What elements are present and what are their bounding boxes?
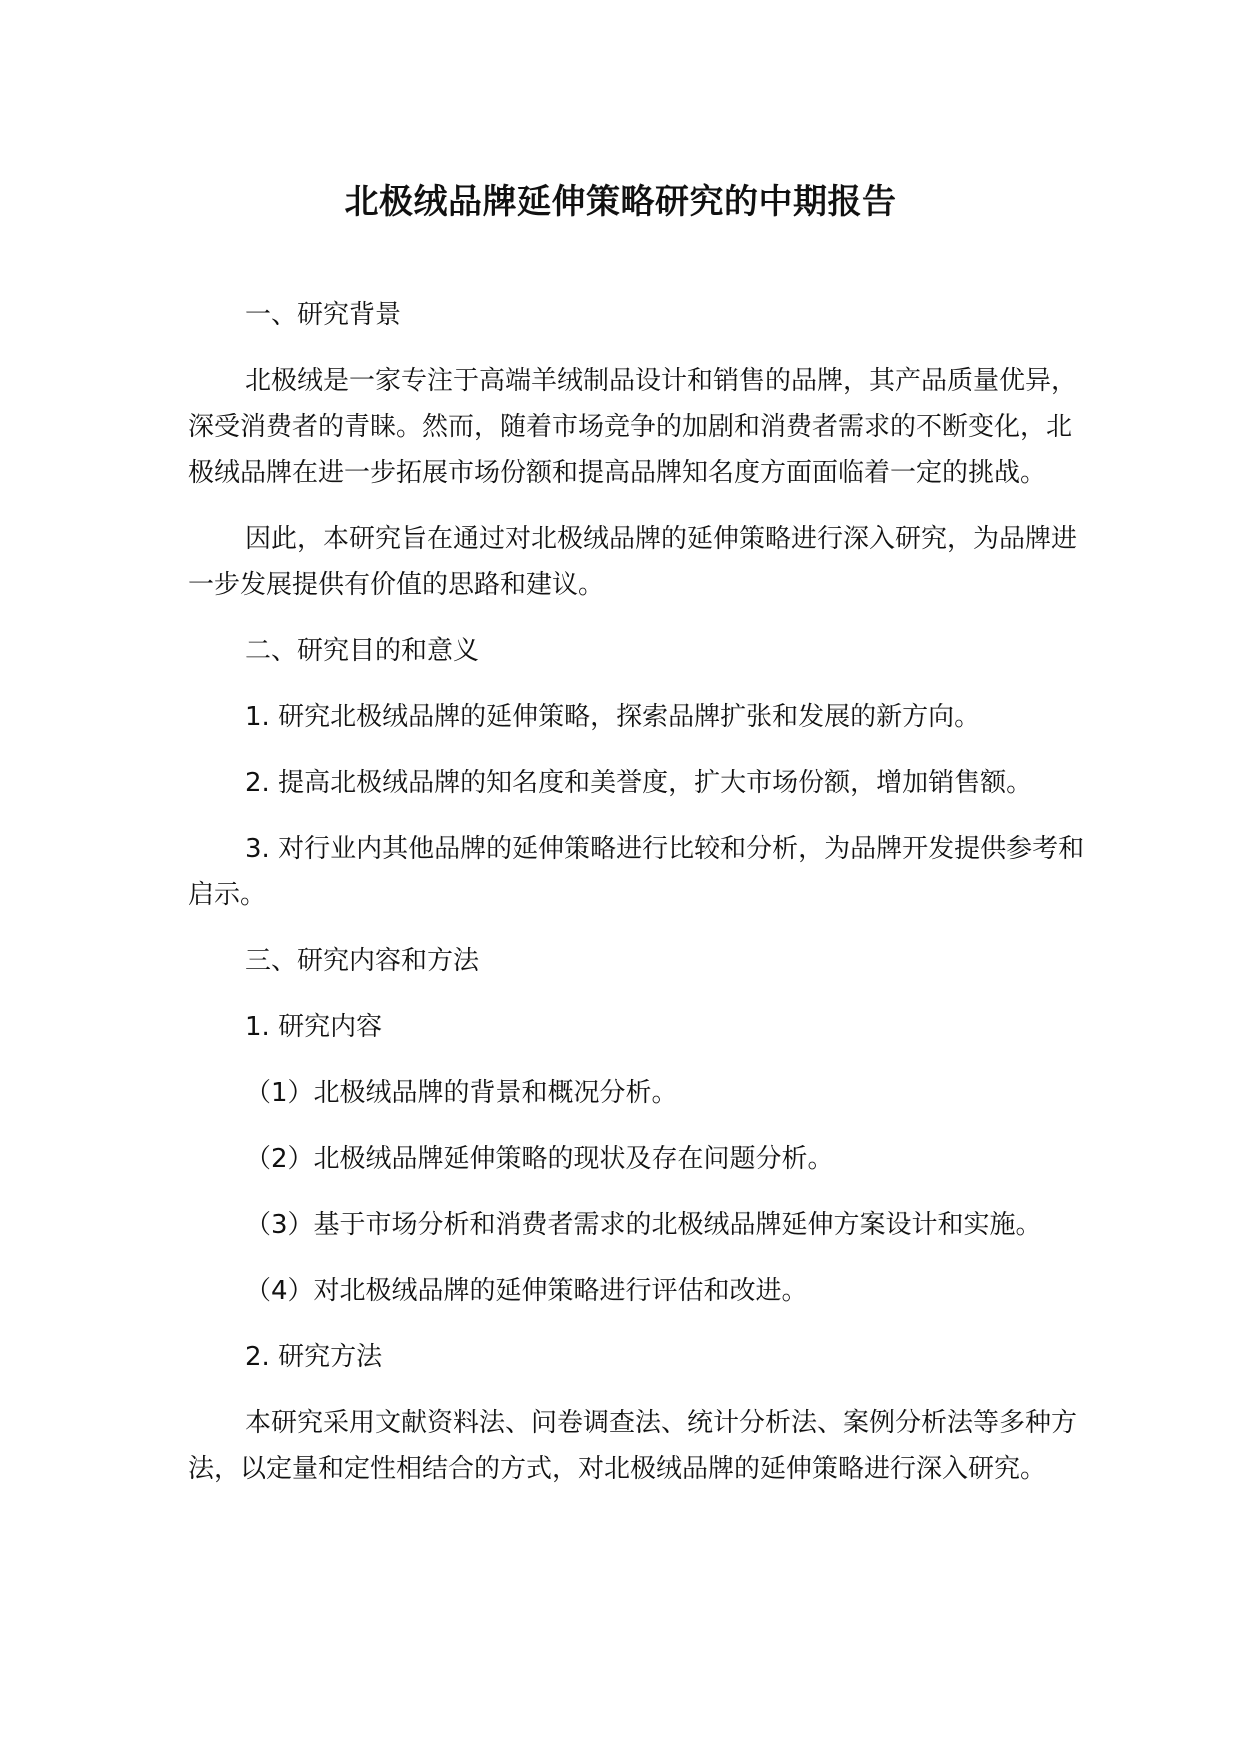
section-heading-purpose: 二、研究目的和意义 [245,636,480,666]
list-item-content-1: （1）北极绒品牌的背景和概况分析。 [245,1078,678,1108]
document-body [188,292,1088,1512]
section-heading-background: 一、研究背景 [245,300,402,330]
paragraph-research-aim: 因此，本研究旨在通过对北极绒品牌的延伸策略进行深入研究，为品牌进一步发展提供有价值的思路和建议。 [188,524,1078,600]
document-title: 北极绒品牌延伸策略研究的中期报告 [344,182,897,222]
subheading-research-content: 1. 研究内容 [245,1012,383,1042]
list-item-content-4: （4）对北极绒品牌的延伸策略进行评估和改进。 [245,1276,808,1306]
paragraph-background-intro: 北极绒是一家专注于高端羊绒制品设计和销售的品牌，其产品质量优异，深受消费者的青睐。然而，随着市场竞争的加剧和消费者需求的不断变化，北极绒品牌在进一步拓展市场份额和提高品牌知名度方面面临着一定的挑战。 [188,366,1078,488]
section-heading-content-methods: 三、研究内容和方法 [245,946,480,976]
list-item-content-2: （2）北极绒品牌延伸策略的现状及存在问题分析。 [245,1144,834,1174]
list-item-purpose-1: 1. 研究北极绒品牌的延伸策略，探索品牌扩张和发展的新方向。 [245,702,981,732]
paragraph-research-methods: 本研究采用文献资料法、问卷调查法、统计分析法、案例分析法等多种方法，以定量和定性相结合的方式，对北极绒品牌的延伸策略进行深入研究。 [188,1408,1078,1484]
list-item-purpose-3: 3. 对行业内其他品牌的延伸策略进行比较和分析，为品牌开发提供参考和启示。 [188,834,1085,910]
list-item-content-3: （3）基于市场分析和消费者需求的北极绒品牌延伸方案设计和实施。 [245,1210,1042,1240]
list-item-purpose-2: 2. 提高北极绒品牌的知名度和美誉度，扩大市场份额，增加销售额。 [245,768,1033,798]
subheading-research-methods: 2. 研究方法 [245,1342,383,1372]
